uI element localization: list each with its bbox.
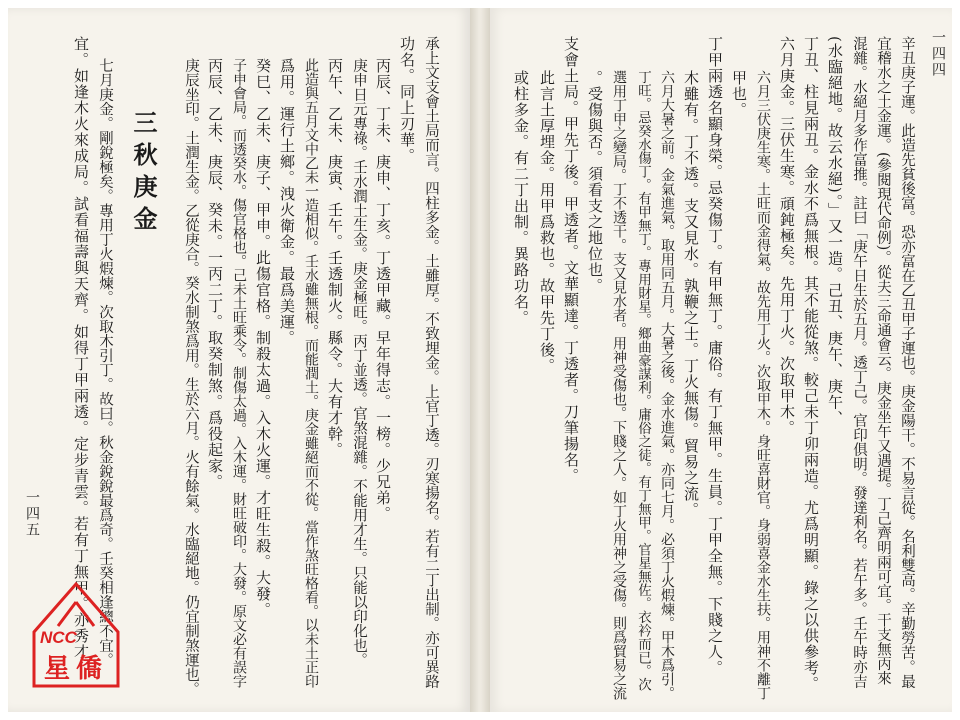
right-col-11: 六月大暑之前。金氣進氣。取用同五月。大暑之後。金水進氣。亦同七月。必須丁火煆煉。甲木爲引。 — [659, 70, 675, 700]
right-col-15: 支會土局。甲先丁後。甲透者。文華顯達。丁透者。刀筆揚名。 — [562, 36, 580, 484]
right-col-5: 丁丑、柱見兩丑。金水不爲無根。其不能從煞。較己未丁卯兩造。尤爲明顯。錄之以供參考。 — [802, 36, 820, 692]
left-col-9: 子申會局。而透癸水。傷官格也。己未土旺乘令。制傷太過。入木運。財旺破印。大發。原文必有誤字 — [231, 58, 247, 688]
left-page-number: 一四五 — [24, 490, 40, 538]
section-heading: 三秋庚金 — [129, 110, 158, 238]
left-col-13: 宜。如逢木火來成局。試看福壽與天齊。如得丁甲兩透。定步青雲。若有丁無甲。亦秀才 — [72, 36, 90, 660]
right-page-number: 一四四 — [930, 30, 946, 78]
right-col-14: 。受傷與否。須看支之地位也。 — [586, 70, 604, 294]
left-col-12: 七月庚金。剛銳極矣。專用丁火煆煉。次取木引丁。故曰。秋金銳銳最爲奇。壬癸相逢總不宜。 — [97, 58, 113, 667]
left-col-3: 丙辰、丁未、庚申、丁亥。丁透甲藏。早年得志。一榜。少兄弟。 — [374, 58, 392, 522]
right-col-7: 六月三伏庚生寒。土旺而金得氣。故先用丁火。次取甲木。身旺喜財官。身弱喜金水生扶。用神不離丁 — [755, 70, 771, 700]
left-col-5: 丙午、乙未、庚寅、壬午。壬透制火。縣令。大有才幹。 — [326, 58, 344, 458]
left-col-1: 承上文支會土局而言。四柱多金。土雖厚。不致埋金。上官丁透。刃寒揚名。若有二丁出制。亦可異路 — [423, 36, 439, 689]
right-col-16: 此言土厚埋金。用甲爲救也。故甲先丁後。 — [538, 70, 556, 374]
left-col-11: 庚辰坐印。土潤生金。乙從庚合。癸水制煞爲用。生於六月。火有餘氣。水臨絕地。仍宜制煞運也。 — [183, 58, 199, 696]
left-col-2: 功名。同上刃華。 — [398, 36, 416, 164]
right-col-2: 宜稽水之土金運。(參閱現代命例)。從夫三命通會云。庚金坐午又遇提。丁己齊明兩可宜。干支無丙來 — [875, 36, 891, 686]
stamp-text-brand: 星僑 — [44, 654, 109, 684]
right-col-6: 六月庚金。三伏生寒。頑鈍極矣。先用丁火。次取甲木。 — [778, 36, 796, 436]
right-col-13: 選用丁甲之變局。丁不透干。支又見水者。用神受傷也。下賤之人。如丁火用神之受傷。則爲貿易之流 — [611, 70, 627, 700]
right-col-4: (水臨絕地。故云水絕)。」又一造。己丑、庚午、庚午、 — [826, 36, 844, 427]
left-col-4: 庚申日元專祿。壬水潤土生金。庚金極旺。丙丁並透。官煞混雜。不能用才生。只能以印化也。 — [351, 58, 367, 667]
left-col-6: 此造與五月文中乙未一造相似。壬水雖無根。而能潤土。庚金雖絕而不從。當作煞旺格看。以未土正印 — [303, 58, 319, 688]
right-col-10: 木雖有。丁不透。支又見水。孰鞭之士。丁火無傷。貿易之流。 — [682, 70, 700, 518]
left-col-8: 癸巳、乙未、庚子、甲申。此傷官格。制殺太過。入木火運。才旺生殺。大發。 — [254, 58, 272, 618]
right-col-3: 混雜。水絕月多作富推。註曰「庚午日生於五月。透丁己。官印俱明。發達利名。若午多。壬午時亦吉 — [851, 36, 867, 689]
stamp-text-ncc: NCC — [40, 628, 77, 647]
left-col-7: 爲用。運行土鄉。洩火衛金。最爲美運。 — [278, 58, 296, 346]
right-col-8: 甲也。 — [730, 70, 748, 118]
book-gutter — [470, 8, 490, 712]
right-col-9: 丁甲兩透名顯身榮。忌癸傷丁。有甲無丁。庸俗。有丁無甲。生員。丁甲全無。下賤之人。 — [706, 36, 724, 676]
left-col-10: 丙辰、乙未、庚辰、癸未。一丙二丁。取癸制煞。爲役起家。 — [206, 58, 224, 490]
right-col-17: 或柱多金。有二丁出制。異路功名。 — [512, 70, 530, 326]
right-col-12: 丁旺。忌癸水傷丁。有甲無丁。專用財星。鄉曲豪謀利。庸俗之徒。有丁無甲。官星無佐。衣衿而已。次 — [635, 70, 651, 691]
right-col-1: 辛丑庚子運。此造先貧後富。恐亦富在乙丑甲子運也。庚金陽干。不易言從。名利雙高。辛勤勞苦。最 — [899, 36, 915, 689]
